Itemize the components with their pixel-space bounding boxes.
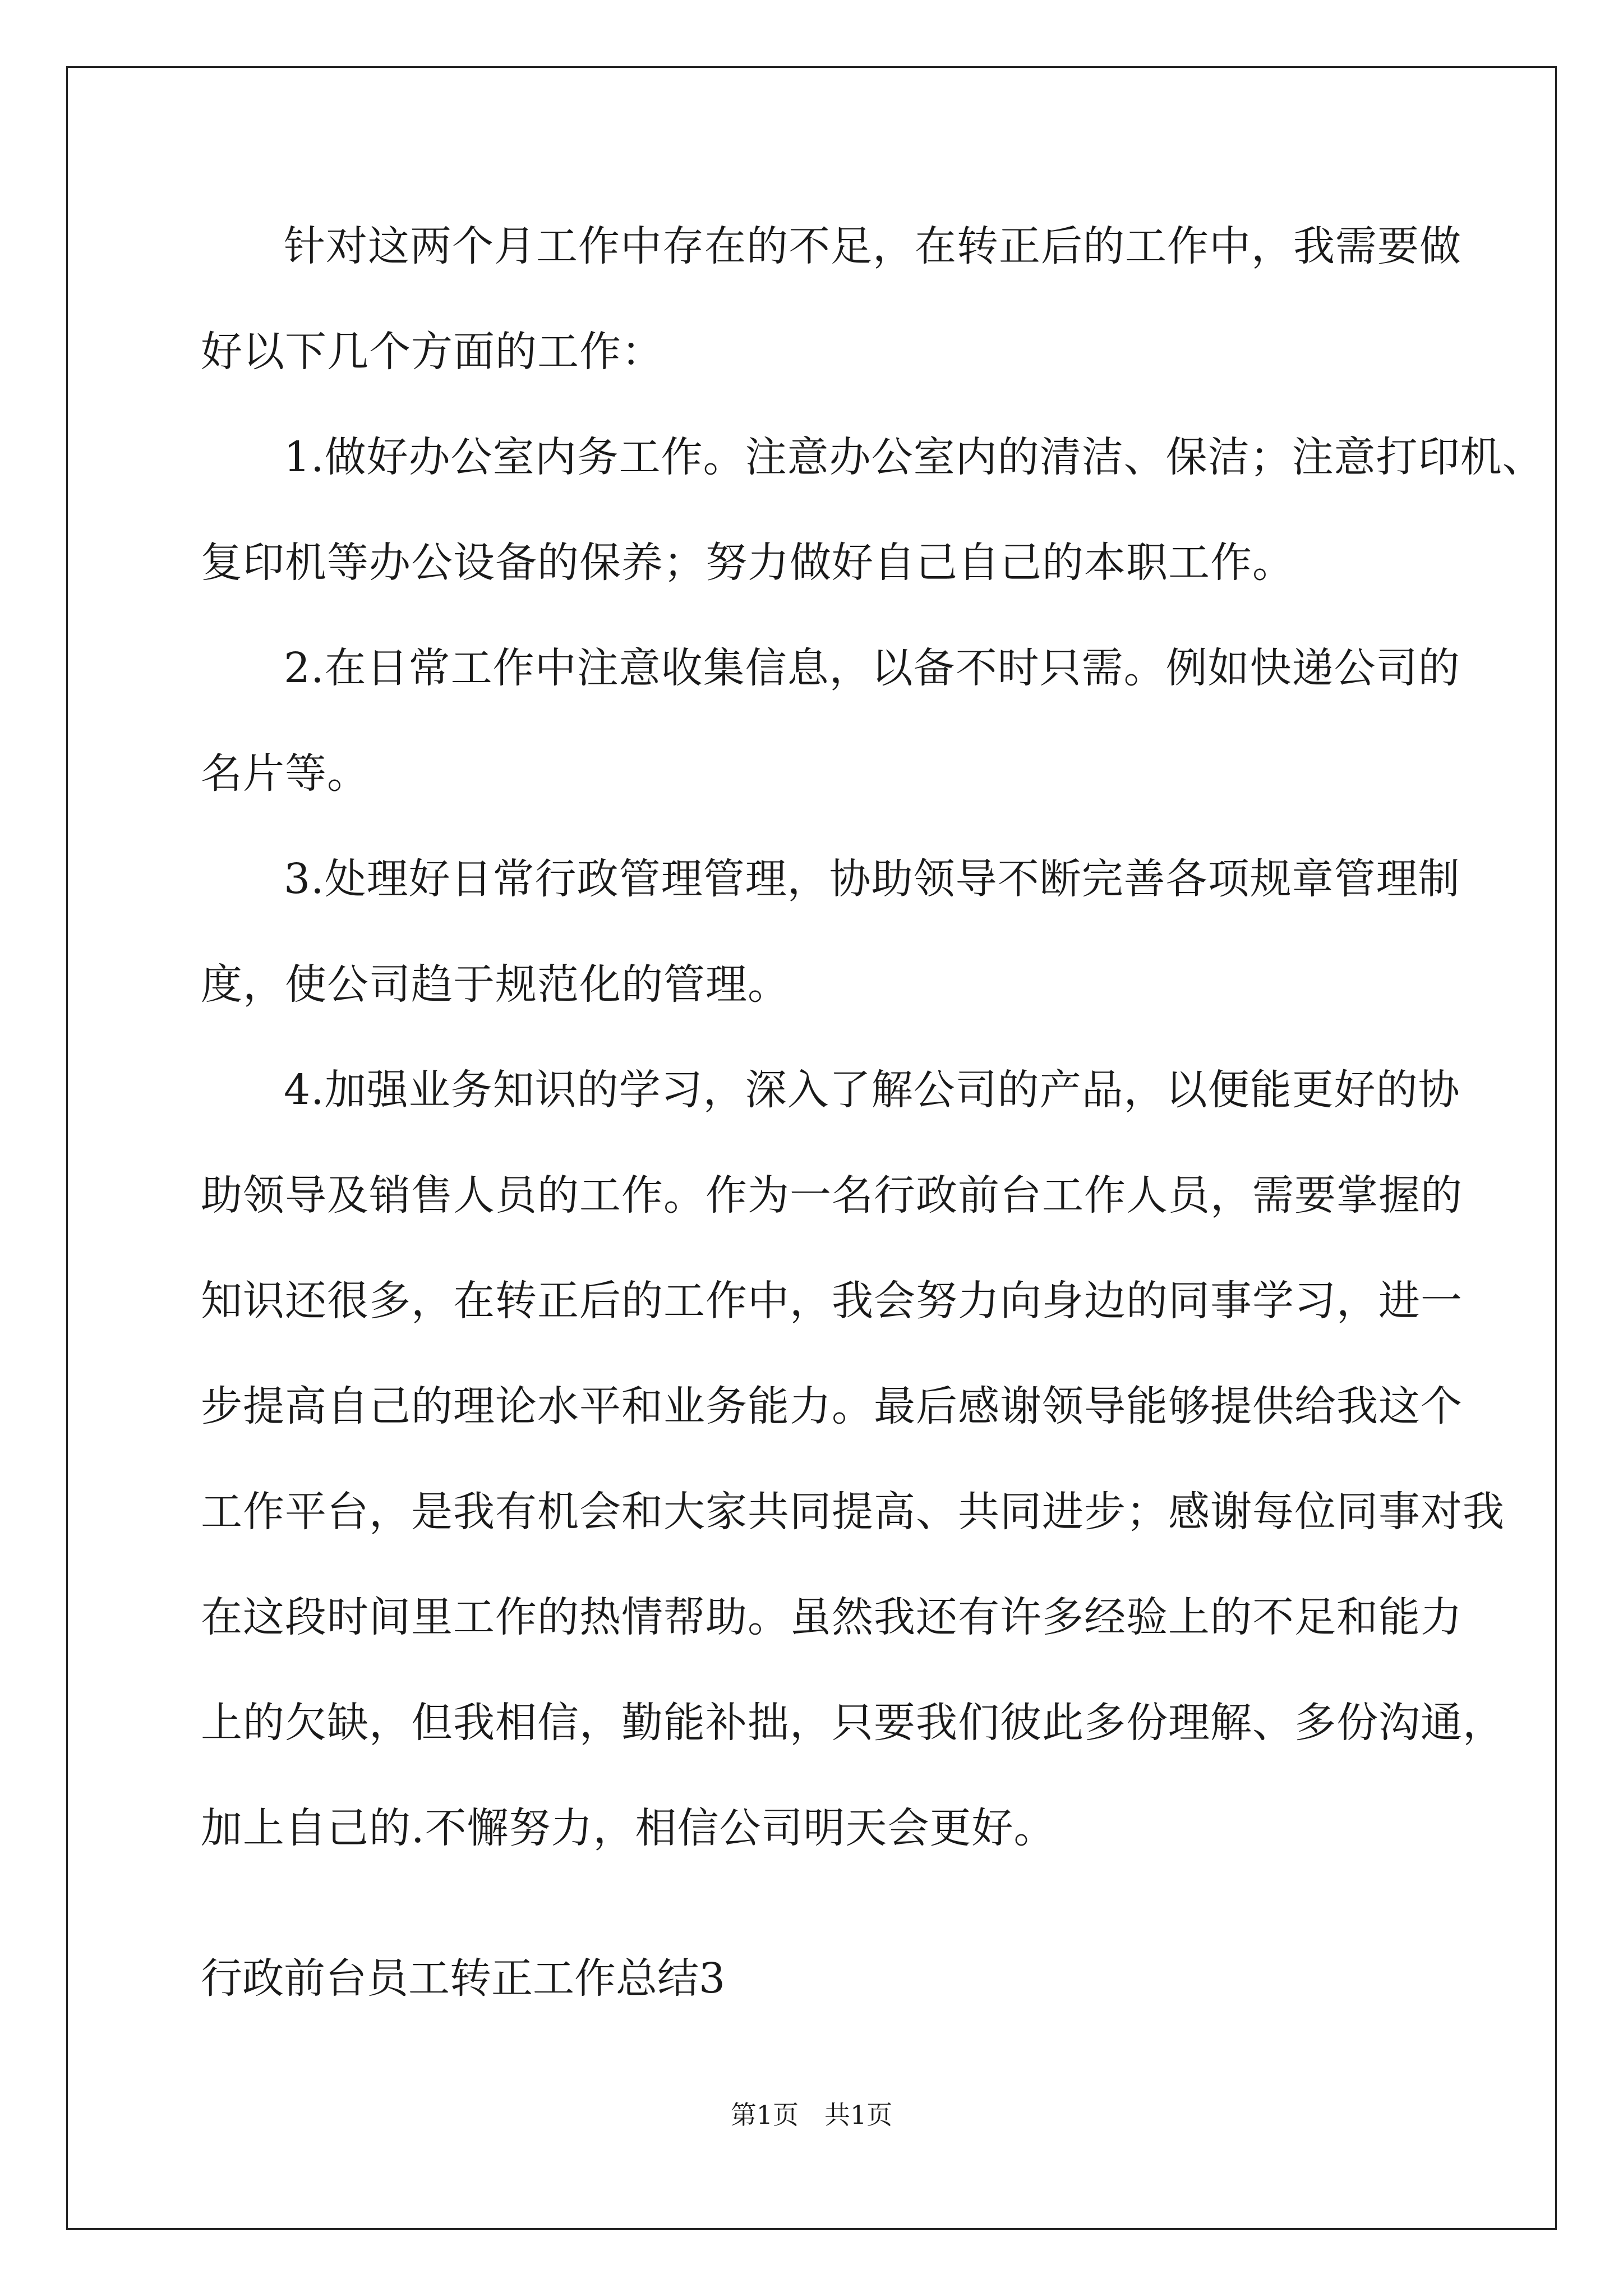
paragraph-line: 加上自己的.不懈努力，相信公司明天会更好。 bbox=[201, 1804, 1056, 1852]
paragraph-line: 度，使公司趋于规范化的管理。 bbox=[201, 960, 790, 1009]
paragraph-line: 上的欠缺，但我相信，勤能补拙，只要我们彼此多份理解、多份沟通， bbox=[201, 1699, 1505, 1747]
paragraph-line: 3.处理好日常行政管理管理，协助领导不断完善各项规章管理制 bbox=[284, 855, 1460, 903]
paragraph-line: 针对这两个月工作中存在的不足，在转正后的工作中，我需要做 bbox=[284, 222, 1461, 270]
paragraph-line: 复印机等办公设备的保养；努力做好自己自己的本职工作。 bbox=[201, 539, 1294, 587]
paragraph-line: 在这段时间里工作的热情帮助。虽然我还有许多经验上的不足和能力 bbox=[201, 1593, 1463, 1641]
paragraph-line: 好以下几个方面的工作： bbox=[201, 328, 663, 376]
body-text bbox=[201, 194, 1544, 1881]
paragraph-line: 助领导及销售人员的工作。作为一名行政前台工作人员，需要掌握的 bbox=[201, 1171, 1463, 1220]
paragraph-line: 步提高自己的理论水平和业务能力。最后感谢领导能够提供给我这个 bbox=[201, 1382, 1463, 1430]
paragraph-line: 工作平台，是我有机会和大家共同提高、共同进步；感谢每位同事对我 bbox=[201, 1488, 1505, 1536]
paragraph-line: 1.做好办公室内务工作。注意办公室内的清洁、保洁；注意打印机、 bbox=[284, 433, 1544, 481]
page-footer: 第1页 共1页 bbox=[730, 2100, 893, 2130]
section-heading: 行政前台员工转正工作总结3 bbox=[201, 1954, 726, 2003]
paragraph-line: 知识还很多，在转正后的工作中，我会努力向身边的同事学习，进一 bbox=[201, 1277, 1463, 1325]
paragraph-line: 4.加强业务知识的学习，深入了解公司的产品，以便能更好的协 bbox=[284, 1066, 1460, 1114]
paragraph-line: 名片等。 bbox=[201, 749, 369, 798]
paragraph-line: 2.在日常工作中注意收集信息，以备不时只需。例如快递公司的 bbox=[284, 644, 1460, 692]
